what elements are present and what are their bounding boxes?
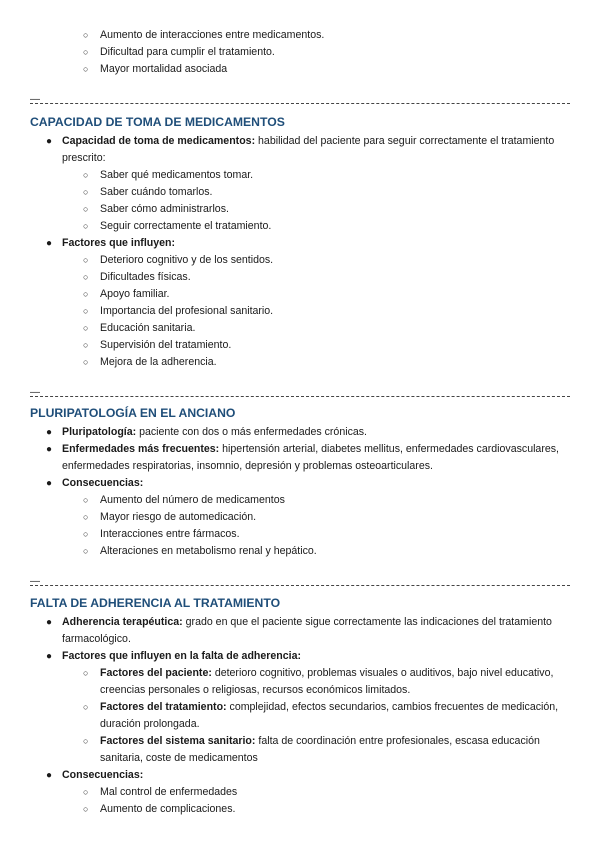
- filled-bullet-icon: ●: [46, 136, 53, 147]
- section-pluripatologia: [0, 406, 600, 560]
- list-item: ○ Dificultades físicas.: [100, 269, 600, 286]
- list-item: ● Factores que influyen en la falta de adherencia:: [62, 648, 600, 665]
- section-title: PLURIPATOLOGÍA EN EL ANCIANO: [30, 406, 236, 420]
- list-item: ● Adherencia terapéutica: grado en que el paciente sigue correctamente las indicaciones del tratamiento farmacológico.: [46, 616, 552, 645]
- hollow-bullet-icon: ○: [83, 204, 89, 214]
- hollow-bullet-icon: ○: [83, 306, 89, 316]
- hollow-bullet-icon: ○: [83, 357, 89, 367]
- hollow-bullet-icon: ○: [83, 289, 89, 299]
- hollow-bullet-icon: ○: [83, 787, 89, 797]
- section-divider: [30, 94, 570, 105]
- hollow-bullet-icon: ○: [83, 668, 89, 678]
- list-item: ○ Factores del sistema sanitario: falta de coordinación entre profesionales, escasa educación sanitaria, coste de medicamentos: [83, 735, 540, 764]
- hollow-bullet-icon: ○: [83, 272, 89, 282]
- list-item: ○ Educación sanitaria.: [100, 320, 600, 337]
- list-item: ○ Mayor riesgo de automedicación.: [100, 509, 600, 526]
- filled-bullet-icon: ●: [46, 651, 53, 662]
- hollow-bullet-icon: ○: [83, 255, 89, 265]
- hollow-bullet-icon: ○: [83, 323, 89, 333]
- hollow-bullet-icon: ○: [83, 221, 89, 231]
- hollow-bullet-icon: ○: [83, 170, 89, 180]
- hollow-bullet-icon: ○: [83, 546, 89, 556]
- list-item: ○ Interacciones entre fármacos.: [100, 526, 600, 543]
- hollow-bullet-icon: ○: [83, 736, 89, 746]
- divider-mark: —: [30, 94, 40, 105]
- hollow-bullet-icon: ○: [83, 512, 89, 522]
- hollow-bullet-icon: ○: [83, 30, 89, 40]
- filled-bullet-icon: ●: [46, 478, 53, 489]
- list-item: ● Consecuencias:: [62, 475, 600, 492]
- section-divider: [30, 387, 570, 398]
- filled-bullet-icon: ●: [46, 238, 53, 249]
- section-title: FALTA DE ADHERENCIA AL TRATAMIENTO: [30, 596, 281, 610]
- list-item: ○ Factores del tratamiento: complejidad, efectos secundarios, cambios frecuentes de medicación, duración prolongada.: [83, 701, 559, 730]
- hollow-bullet-icon: ○: [83, 495, 89, 505]
- list-item: ○ Mal control de enfermedades: [100, 784, 600, 801]
- hollow-bullet-icon: ○: [83, 340, 89, 350]
- section-adherencia: [0, 596, 600, 818]
- list-item: ○ Alteraciones en metabolismo renal y hepático.: [100, 543, 600, 560]
- filled-bullet-icon: ●: [46, 770, 53, 781]
- hollow-bullet-icon: ○: [83, 702, 89, 712]
- list-item: ● Factores que influyen:: [62, 235, 600, 252]
- filled-bullet-icon: ●: [46, 444, 53, 455]
- list-item: ○ Saber cuándo tomarlos.: [100, 184, 600, 201]
- list-item: ● Consecuencias:: [62, 767, 600, 784]
- hollow-bullet-icon: ○: [83, 804, 89, 814]
- hollow-bullet-icon: ○: [83, 529, 89, 539]
- top-list: [0, 27, 600, 78]
- list-item: ○ Dificultad para cumplir el tratamiento.: [100, 44, 600, 61]
- divider-mark: —: [30, 387, 40, 398]
- hollow-bullet-icon: ○: [83, 64, 89, 74]
- list-item: ● Capacidad de toma de medicamentos: habilidad del paciente para seguir correctamente el tratamiento prescrito:: [46, 135, 555, 164]
- list-item: ○ Supervisión del tratamiento.: [100, 337, 600, 354]
- list-item: ○ Aumento de complicaciones.: [100, 801, 600, 818]
- list-item: ○ Apoyo familiar.: [100, 286, 600, 303]
- list-item: ○ Saber cómo administrarlos.: [100, 201, 600, 218]
- list-item: ○ Factores del paciente: deterioro cognitivo, problemas visuales o auditivos, bajo nivel educativo, creencias personales o religiosas, recursos económicos limitados.: [83, 667, 554, 696]
- filled-bullet-icon: ●: [46, 617, 53, 628]
- list-item: ○ Importancia del profesional sanitario.: [100, 303, 600, 320]
- list-item: ● Pluripatología: paciente con dos o más enfermedades crónicas.: [62, 424, 600, 441]
- list-item: ○ Aumento del número de medicamentos: [100, 492, 600, 509]
- divider-mark: —: [30, 576, 40, 587]
- list-item: ○ Deterioro cognitivo y de los sentidos.: [100, 252, 600, 269]
- list-item: ● Enfermedades más frecuentes: hipertensión arterial, diabetes mellitus, enfermedades cardiovasculares, enfermedades respiratorias, insomnio, depresión y problemas osteoarticulares.: [46, 443, 559, 472]
- section-capacidad: [0, 115, 600, 371]
- section-title: CAPACIDAD DE TOMA DE MEDICAMENTOS: [30, 115, 285, 129]
- hollow-bullet-icon: ○: [83, 187, 89, 197]
- filled-bullet-icon: ●: [46, 427, 53, 438]
- section-divider: [30, 576, 570, 587]
- list-item: ○ Mayor mortalidad asociada: [100, 61, 600, 78]
- list-item: ○ Seguir correctamente el tratamiento.: [100, 218, 600, 235]
- list-item: ○ Saber qué medicamentos tomar.: [100, 167, 600, 184]
- hollow-bullet-icon: ○: [83, 47, 89, 57]
- list-item: ○ Mejora de la adherencia.: [100, 354, 600, 371]
- list-item: ○ Aumento de interacciones entre medicamentos.: [100, 27, 600, 44]
